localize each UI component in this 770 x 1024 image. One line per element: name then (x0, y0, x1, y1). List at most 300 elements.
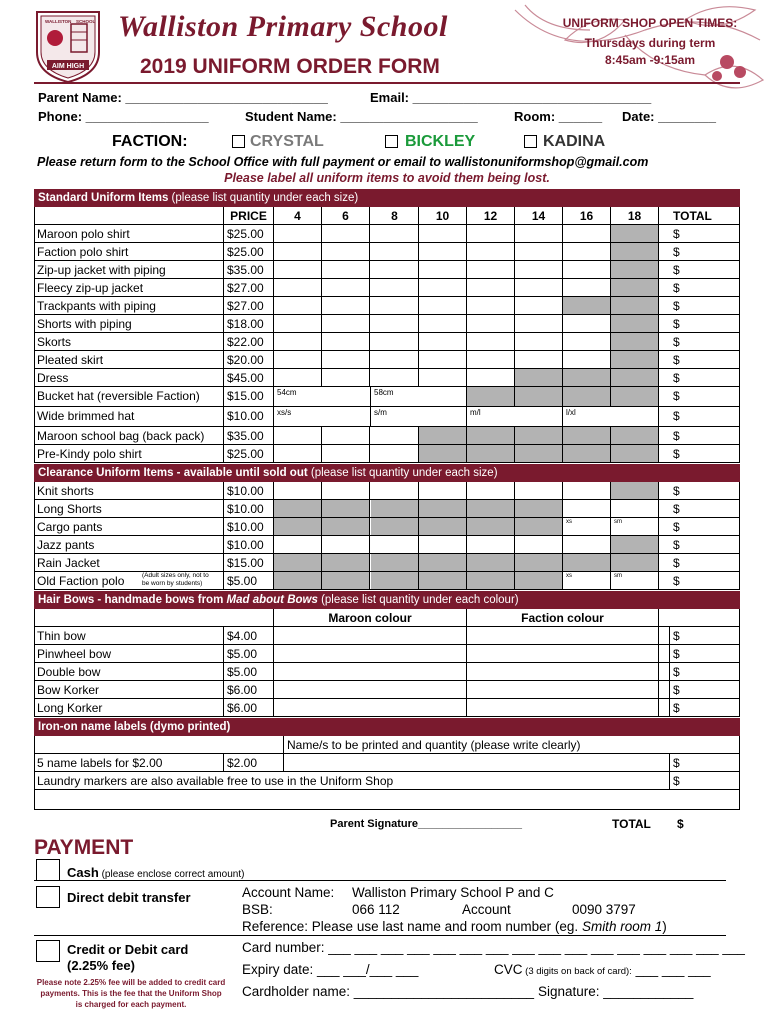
item-total[interactable]: $ (673, 429, 680, 443)
cash-checkbox[interactable] (36, 859, 60, 881)
qty-cell[interactable] (563, 482, 611, 499)
card-fee-note-2: payments. This is the fee that the Uniform Shop (40, 989, 222, 998)
faction-qty[interactable] (467, 645, 659, 662)
qty-cell[interactable] (467, 482, 515, 499)
maroon-colour-header: Maroon colour (274, 609, 467, 626)
qty-cell-unavailable (611, 387, 659, 406)
clearance-item-name: Rain Jacket (37, 556, 100, 570)
qty-cell[interactable] (515, 279, 563, 296)
qty-cell[interactable] (322, 369, 370, 386)
qty-cell[interactable] (515, 315, 563, 332)
qty-cell[interactable] (322, 243, 370, 260)
item-price: $10.00 (224, 518, 274, 535)
qty-cell[interactable] (274, 279, 322, 296)
maroon-qty[interactable] (274, 645, 467, 662)
item-total[interactable]: $ (673, 574, 680, 588)
qty-cell[interactable] (274, 536, 322, 553)
faction-crystal-checkbox[interactable] (232, 135, 245, 148)
standard-item-row (34, 387, 740, 407)
qty-cell[interactable] (322, 351, 370, 368)
qty-cell[interactable] (322, 536, 370, 553)
card-checkbox[interactable] (36, 940, 60, 962)
qty-cell-unavailable (274, 500, 322, 517)
clearance-note-line-2: be worn by students) (142, 580, 203, 587)
size-col-header-14: 14 (515, 207, 563, 224)
qty-cell[interactable] (371, 351, 419, 368)
reference-example: Smith room 1 (581, 919, 663, 934)
item-name: Double bow (34, 663, 224, 680)
size-col-header-4: 4 (274, 207, 322, 224)
qty-cell[interactable] (274, 369, 322, 386)
phone-field[interactable]: Phone: _________________ (38, 109, 209, 124)
qty-cell[interactable] (371, 315, 419, 332)
payment-rule-1 (34, 880, 726, 881)
item-name (34, 572, 224, 589)
labels-blank (34, 736, 284, 753)
standard-item-row (34, 243, 740, 261)
labels-total[interactable]: $ (673, 756, 680, 770)
qty-cell[interactable] (322, 225, 370, 242)
item-price: $27.00 (224, 297, 274, 314)
item-name: Faction polo shirt (34, 243, 224, 260)
qty-cell-unavailable (515, 427, 563, 444)
bow-item-row (34, 627, 740, 645)
qty-cell-unavailable (515, 369, 563, 386)
account-label: Account (462, 902, 511, 917)
item-name: Fleecy zip-up jacket (34, 279, 224, 296)
laundry-note: Laundry markers are also available free to use in the Uniform Shop (34, 772, 670, 789)
qty-cell[interactable] (467, 536, 515, 553)
qty-cell[interactable] (371, 297, 419, 314)
qty-cell[interactable] (274, 351, 322, 368)
qty-cell[interactable] (611, 500, 659, 517)
qty-cell[interactable] (419, 243, 467, 260)
size-58cm[interactable]: 58cm (371, 387, 467, 406)
maroon-qty[interactable] (274, 627, 467, 644)
standard-item-row (34, 261, 740, 279)
standard-item-row (34, 279, 740, 297)
clearance-item-row (34, 554, 740, 572)
name-labels-header (34, 718, 740, 736)
qty-cell[interactable] (515, 482, 563, 499)
room-field[interactable]: Room: ______ (514, 109, 603, 124)
qty-cell[interactable] (371, 427, 419, 444)
qty-cell-unavailable (467, 554, 515, 571)
student-name-field[interactable]: Student Name: ___________________ (245, 109, 478, 124)
grand-total-value[interactable]: $ (677, 817, 684, 831)
grand-total-label: TOTAL (612, 817, 651, 831)
qty-cell[interactable]: sm (611, 518, 659, 535)
qty-cell[interactable] (274, 315, 322, 332)
size-54cm[interactable]: 54cm (274, 387, 371, 406)
qty-cell-unavailable (322, 572, 370, 589)
item-name: Long Korker (34, 699, 224, 716)
standard-item-row (34, 407, 740, 427)
item-col-header (34, 207, 224, 224)
school-name: Walliston Primary School (118, 10, 448, 43)
standard-item-row (34, 445, 740, 463)
size-l-xl[interactable]: l/xl (563, 407, 659, 426)
crest-text-top: WALLISTON (45, 19, 72, 24)
labels-item-price: $2.00 (224, 754, 284, 771)
item-total[interactable]: $ (673, 245, 680, 259)
expiry-field[interactable]: Expiry date: ___ ___/___ ___ (242, 962, 419, 977)
qty-cell[interactable] (563, 279, 611, 296)
item-price: $25.00 (224, 243, 274, 260)
qty-cell[interactable] (515, 351, 563, 368)
qty-cell[interactable] (274, 482, 322, 499)
bows-title: Hair Bows - handmade bows from (38, 594, 227, 606)
qty-cell[interactable] (467, 279, 515, 296)
qty-cell[interactable] (467, 225, 515, 242)
qty-cell[interactable] (371, 333, 419, 350)
item-price: $25.00 (224, 225, 274, 242)
qty-cell-unavailable (419, 518, 467, 535)
item-total[interactable]: $ (673, 281, 680, 295)
qty-cell-unavailable (322, 518, 370, 535)
qty-cell[interactable] (419, 279, 467, 296)
item-total[interactable]: $ (673, 299, 680, 313)
labels-names-header: Name/s to be printed and quantity (please write clearly) (287, 738, 581, 752)
maroon-qty[interactable] (274, 681, 467, 698)
item-total[interactable]: $ (673, 647, 680, 661)
qty-cell[interactable] (419, 225, 467, 242)
item-total[interactable]: $ (673, 447, 680, 461)
clearance-item-note (142, 572, 209, 588)
qty-cell[interactable] (467, 351, 515, 368)
qty-cell-unavailable (611, 351, 659, 368)
item-name (34, 554, 224, 571)
size-col-header-6: 6 (322, 207, 370, 224)
form-title: 2019 UNIFORM ORDER FORM (140, 55, 440, 78)
qty-cell[interactable] (515, 261, 563, 278)
item-total[interactable]: $ (673, 556, 680, 570)
qty-cell[interactable] (515, 536, 563, 553)
item-name: Thin bow (34, 627, 224, 644)
school-crest-logo (33, 8, 103, 84)
qty-cell-unavailable (611, 427, 659, 444)
qty-cell-unavailable (419, 445, 467, 462)
qty-cell[interactable] (322, 261, 370, 278)
crest-text-right: SCHOOL (76, 19, 96, 24)
qty-cell[interactable] (371, 261, 419, 278)
qty-cell[interactable] (563, 261, 611, 278)
item-total[interactable]: $ (673, 538, 680, 552)
qty-cell[interactable] (274, 297, 322, 314)
qty-cell[interactable] (322, 297, 370, 314)
debit-checkbox[interactable] (36, 886, 60, 908)
qty-cell-unavailable (563, 427, 611, 444)
laundry-row (34, 772, 740, 790)
qty-cell-unavailable (515, 500, 563, 517)
qty-cell[interactable] (322, 315, 370, 332)
item-total[interactable]: $ (673, 701, 680, 715)
qty-cell-unavailable (611, 536, 659, 553)
card-signature-field[interactable]: Signature: ____________ (538, 984, 694, 999)
qty-cell[interactable] (274, 243, 322, 260)
qty-cell-unavailable (419, 572, 467, 589)
qty-cell-unavailable (322, 500, 370, 517)
qty-cell[interactable] (322, 279, 370, 296)
maroon-qty[interactable] (274, 699, 467, 716)
faction-bickley-checkbox[interactable] (385, 135, 398, 148)
qty-cell-unavailable (467, 445, 515, 462)
laundry-total[interactable]: $ (673, 774, 680, 788)
qty-cell[interactable] (419, 482, 467, 499)
bow-spacer (659, 645, 670, 662)
cvc-note: (3 digits on back of card): (522, 966, 632, 977)
shop-times-time: 8:45am -9:15am (604, 53, 696, 67)
qty-cell[interactable] (419, 315, 467, 332)
qty-cell[interactable] (419, 536, 467, 553)
parent-name-field[interactable]: Parent Name: ____________________________ (38, 90, 328, 105)
item-price: $22.00 (224, 333, 274, 350)
qty-cell[interactable] (515, 333, 563, 350)
qty-cell-unavailable (419, 500, 467, 517)
qty-cell[interactable] (274, 427, 322, 444)
qty-cell[interactable] (419, 369, 467, 386)
email-field[interactable]: Email: _________________________________ (370, 90, 652, 105)
qty-cell-unavailable (611, 261, 659, 278)
clearance-item-name: Old Faction polo (37, 574, 125, 588)
clearance-item-row (34, 536, 740, 554)
qty-cell[interactable] (322, 445, 370, 462)
item-price: $10.00 (224, 500, 274, 517)
size-xs-s[interactable]: xs/s (274, 407, 371, 426)
labels-title: Iron-on name labels (dymo printed) (38, 721, 231, 733)
cvc-field[interactable] (494, 962, 711, 977)
faction-bickley-label: BICKLEY (405, 133, 476, 150)
item-total[interactable]: $ (673, 520, 680, 534)
labels-column-header (34, 736, 740, 754)
qty-cell[interactable] (467, 333, 515, 350)
qty-cell[interactable] (371, 243, 419, 260)
standard-items-header (34, 189, 740, 207)
clearance-items-header (34, 464, 740, 482)
qty-cell[interactable] (419, 351, 467, 368)
qty-cell[interactable] (322, 482, 370, 499)
item-price: $10.00 (224, 407, 274, 426)
faction-qty[interactable] (467, 699, 659, 716)
qty-cell[interactable] (322, 333, 370, 350)
qty-cell[interactable] (371, 279, 419, 296)
qty-cell-unavailable (611, 482, 659, 499)
item-name: Pinwheel bow (34, 645, 224, 662)
item-total[interactable]: $ (673, 683, 680, 697)
qty-cell[interactable] (563, 536, 611, 553)
reference-text: Reference: Please use last name and room number (eg. (242, 919, 582, 934)
qty-cell-unavailable (274, 518, 322, 535)
qty-cell[interactable] (467, 369, 515, 386)
qty-cell-unavailable (467, 572, 515, 589)
item-price: $15.00 (224, 554, 274, 571)
faction-kadina-label: KADINA (543, 133, 606, 150)
faction-qty[interactable] (467, 663, 659, 680)
item-total[interactable]: $ (673, 353, 680, 367)
qty-cell-unavailable (563, 387, 611, 406)
qty-cell[interactable] (467, 315, 515, 332)
qty-cell-unavailable (611, 297, 659, 314)
signature-row (34, 790, 740, 810)
qty-cell[interactable] (371, 536, 419, 553)
qty-cell[interactable] (563, 333, 611, 350)
qty-cell-unavailable (467, 427, 515, 444)
item-name (34, 500, 224, 517)
item-total[interactable]: $ (673, 484, 680, 498)
payment-title: PAYMENT (34, 836, 134, 859)
qty-cell-unavailable (563, 554, 611, 571)
item-price: $35.00 (224, 261, 274, 278)
card-number-field[interactable]: Card number: ___ ___ ___ ___ ___ ___ ___ ___ ___ ___ ___ ___ ___ ___ ___ ___ (242, 940, 745, 955)
standard-item-row (34, 369, 740, 387)
shop-times-title: UNIFORM SHOP OPEN TIMES: (562, 16, 738, 30)
reference-close: ) (662, 919, 667, 934)
qty-cell[interactable] (467, 261, 515, 278)
crest-motto: AIM HIGH (51, 63, 85, 70)
standard-item-row (34, 225, 740, 243)
item-price: $10.00 (224, 482, 274, 499)
qty-cell[interactable] (467, 243, 515, 260)
item-price: $25.00 (224, 445, 274, 462)
qty-cell-unavailable (611, 445, 659, 462)
qty-cell[interactable] (371, 225, 419, 242)
qty-cell-unavailable (515, 445, 563, 462)
qty-cell-unavailable (515, 572, 563, 589)
qty-cell[interactable] (274, 333, 322, 350)
qty-cell[interactable] (274, 445, 322, 462)
return-instructions: Please return form to the School Office with full payment or email to wallistonuniformshop@gmail.com (37, 155, 649, 169)
faction-label: FACTION: (112, 133, 188, 150)
qty-cell[interactable]: sm (611, 572, 659, 589)
bows-brand: Mad about Bows (226, 594, 318, 606)
parent-signature[interactable]: Parent Signature_________________ (330, 818, 523, 830)
qty-cell[interactable] (419, 261, 467, 278)
item-total[interactable]: $ (673, 371, 680, 385)
date-field[interactable]: Date: ________ (622, 109, 716, 124)
bsb-label: BSB: (242, 902, 273, 917)
faction-kadina-checkbox[interactable] (524, 135, 537, 148)
item-price: $15.00 (224, 387, 274, 406)
qty-cell-unavailable (371, 572, 419, 589)
card-fee-note-1: Please note 2.25% fee will be added to credit card (36, 978, 226, 987)
qty-cell[interactable] (563, 243, 611, 260)
item-name: Wide brimmed hat (34, 407, 224, 426)
qty-cell-unavailable (611, 333, 659, 350)
qty-cell[interactable] (515, 243, 563, 260)
bows-item-col (34, 609, 274, 626)
clearance-item-name: Cargo pants (37, 520, 103, 534)
labels-names-input[interactable] (284, 754, 670, 771)
qty-cell[interactable]: xs (563, 518, 611, 535)
item-total[interactable]: $ (673, 389, 680, 403)
qty-cell[interactable] (563, 351, 611, 368)
item-price: $5.00 (224, 572, 274, 589)
debit-label: Direct debit transfer (67, 890, 191, 905)
qty-cell-unavailable (274, 572, 322, 589)
item-name: Pre-Kindy polo shirt (34, 445, 224, 462)
standard-item-row (34, 315, 740, 333)
item-total[interactable]: $ (673, 629, 680, 643)
qty-cell[interactable] (563, 500, 611, 517)
size-col-header-16: 16 (563, 207, 611, 224)
faction-qty[interactable] (467, 681, 659, 698)
qty-cell[interactable] (419, 297, 467, 314)
account-value: 0090 3797 (572, 902, 636, 917)
qty-cell[interactable] (515, 225, 563, 242)
standard-item-row (34, 427, 740, 445)
faction-crystal-label: CRYSTAL (250, 133, 324, 150)
qty-cell[interactable] (419, 333, 467, 350)
qty-cell-unavailable (611, 243, 659, 260)
size-m-l[interactable]: m/l (467, 407, 563, 426)
size-col-header-18: 18 (611, 207, 659, 224)
qty-cell[interactable] (371, 369, 419, 386)
account-name-value: Walliston Primary School P and C (352, 885, 554, 900)
card-fee-label: (2.25% fee) (67, 958, 135, 973)
item-name: Zip-up jacket with piping (34, 261, 224, 278)
qty-cell-unavailable (611, 554, 659, 571)
shop-times-day: Thursdays during term (584, 36, 716, 50)
labels-item-row (34, 754, 740, 772)
item-total[interactable]: $ (673, 502, 680, 516)
qty-cell[interactable]: xs (563, 572, 611, 589)
clearance-title: Clearance Uniform Items - available until sold out (38, 467, 308, 479)
item-name (34, 518, 224, 535)
qty-cell[interactable] (563, 315, 611, 332)
qty-cell-unavailable (563, 445, 611, 462)
labels-item-name: 5 name labels for $2.00 (34, 754, 224, 771)
qty-cell[interactable] (563, 225, 611, 242)
clearance-item-row (34, 572, 740, 590)
qty-cell[interactable] (467, 297, 515, 314)
item-total[interactable]: $ (673, 409, 680, 423)
cardholder-field[interactable]: Cardholder name: ________________________ (242, 984, 535, 999)
qty-cell[interactable] (274, 261, 322, 278)
qty-cell[interactable] (274, 225, 322, 242)
maroon-qty[interactable] (274, 663, 467, 680)
qty-cell-unavailable (419, 554, 467, 571)
clearance-note-line-1: (Adult sizes only, not to (142, 572, 209, 579)
size-s-m[interactable]: s/m (371, 407, 467, 426)
item-price: $27.00 (224, 279, 274, 296)
item-total[interactable]: $ (673, 263, 680, 277)
qty-cell[interactable] (322, 427, 370, 444)
qty-cell-unavailable (515, 387, 563, 406)
qty-cell[interactable] (371, 445, 419, 462)
faction-qty[interactable] (467, 627, 659, 644)
clearance-item-row (34, 482, 740, 500)
cash-text: Cash (67, 865, 99, 880)
qty-cell-unavailable (467, 387, 515, 406)
account-name-label: Account Name: (242, 885, 335, 900)
item-total[interactable]: $ (673, 665, 680, 679)
item-name (34, 482, 224, 499)
bow-spacer (659, 663, 670, 680)
qty-cell-unavailable (322, 554, 370, 571)
item-total[interactable]: $ (673, 317, 680, 331)
clearance-item-name: Jazz pants (37, 538, 95, 552)
item-total[interactable]: $ (673, 227, 680, 241)
qty-cell[interactable] (515, 297, 563, 314)
card-label: Credit or Debit card (67, 942, 189, 957)
item-name: Maroon school bag (back pack) (34, 427, 224, 444)
bow-spacer (659, 699, 670, 716)
standard-column-header (34, 207, 740, 225)
signature-cell (34, 790, 740, 809)
item-total[interactable]: $ (673, 335, 680, 349)
qty-cell[interactable] (371, 482, 419, 499)
qty-cell-unavailable (419, 427, 467, 444)
